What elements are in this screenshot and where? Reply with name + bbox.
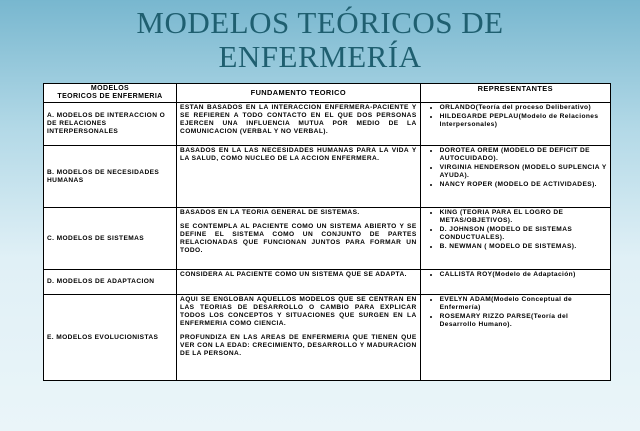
representatives-cell — [420, 103, 610, 146]
representative-item: • ROSEMARY RIZZO PARSE(Teoría del Desarrollo Humano). — [440, 313, 607, 329]
table-row — [44, 295, 611, 381]
representative-item: • VIRGINIA HENDERSON (MODELO SUPLENCIA Y AYUDA). — [440, 164, 607, 180]
representatives-cell — [420, 208, 610, 270]
slide-title-line-1: MODELOS TEÓRICOS DE — [136, 5, 504, 40]
representatives-cell — [420, 146, 610, 208]
models-table — [43, 83, 611, 381]
table-header-row — [44, 84, 611, 103]
representative-item: • EVELYN ADAM(Modelo Conceptual de Enfermería) — [440, 296, 607, 312]
model-cell: E. MODELOS EVOLUCIONISTAS — [44, 295, 177, 381]
representative-item: • NANCY ROPER (MODELO DE ACTIVIDADES). — [440, 181, 607, 189]
header-representatives: REPRESENTANTES — [420, 84, 610, 103]
slide-title-line-2: ENFERMERÍA — [218, 39, 422, 74]
model-cell: A. MODELOS DE INTERACCION O DE RELACIONES INTERPERSONALES — [44, 103, 177, 146]
representative-item: • DOROTEA OREM (MODELO DE DEFICIT DE AUTOCUIDADO). — [440, 147, 607, 163]
slide-title — [0, 6, 640, 74]
foundation-cell: BASADOS EN LA LAS NECESIDADES HUMANAS PARA LA VIDA Y LA SALUD, COMO NUCLEO DE LA ACCION ENFERMERA. — [177, 146, 421, 208]
table-row — [44, 103, 611, 146]
foundation-cell: CONSIDERA AL PACIENTE COMO UN SISTEMA QUE SE ADAPTA. — [177, 270, 421, 295]
foundation-cell: BASADOS EN LA TEORIA GENERAL DE SISTEMAS. SE CONTEMPLA AL PACIENTE COMO UN SISTEMA ABIERTO Y SE DEFINE EL SISTEMA COMO UN CONJUNTO DE PARTES RELACIONADAS QUE FUNCIONAN JUNTOS PARA FORMAR UN TODO. — [177, 208, 421, 270]
foundation-cell: ESTAN BASADOS EN LA INTERACCION ENFERMERA-PACIENTE Y SE REFIEREN A TODO CONTACTO EN EL QUE DOS PERSONAS EJERCEN UNA INFLUENCIA MUTUA POR MEDIO DE LA COMUNICACION (VERBAL Y NO VERBAL). — [177, 103, 421, 146]
table-row — [44, 146, 611, 208]
header-foundation: FUNDAMENTO TEORICO — [177, 84, 421, 103]
representative-item: • ORLANDO(Teoría del proceso Deliberativo) — [440, 104, 607, 112]
representative-item: • KING (TEORIA PARA EL LOGRO DE METAS/OBJETIVOS). — [440, 209, 607, 225]
representative-item: • CALLISTA ROY(Modelo de Adaptación) — [440, 271, 607, 279]
table-row — [44, 208, 611, 270]
model-cell: D. MODELOS DE ADAPTACION — [44, 270, 177, 295]
models-table-container — [43, 83, 611, 381]
table-row — [44, 270, 611, 295]
representative-item: • HILDEGARDE PEPLAU(Modelo de Relaciones Interpersonales) — [440, 113, 607, 129]
model-cell: B. MODELOS DE NECESIDADES HUMANAS — [44, 146, 177, 208]
representative-item: • D. JOHNSON (MODELO DE SISTEMAS CONDUCTUALES). — [440, 226, 607, 242]
representatives-cell — [420, 270, 610, 295]
foundation-cell: AQUI SE ENGLOBAN AQUELLOS MODELOS QUE SE CENTRAN EN LAS TEORIAS DE DESARROLLO O CAMBIO PARA EXPLICAR TODOS LOS CONCEPTOS Y SITUACIONES QUE SURGEN EN LA ENFERMERIA COMO CIENCIA. PROFUNDIZA EN LAS AREAS DE ENFERMERIA QUE TIENEN QUE VER CON LA EDAD: CRECIMIENTO, DESARROLLO Y MADURACION DE LA PERSONA. — [177, 295, 421, 381]
representatives-cell — [420, 295, 610, 381]
header-models: MODELOS TEORICOS DE ENFERMERIA — [44, 84, 177, 103]
model-cell: C. MODELOS DE SISTEMAS — [44, 208, 177, 270]
representative-item: • B. NEWMAN ( MODELO DE SISTEMAS). — [440, 243, 607, 251]
